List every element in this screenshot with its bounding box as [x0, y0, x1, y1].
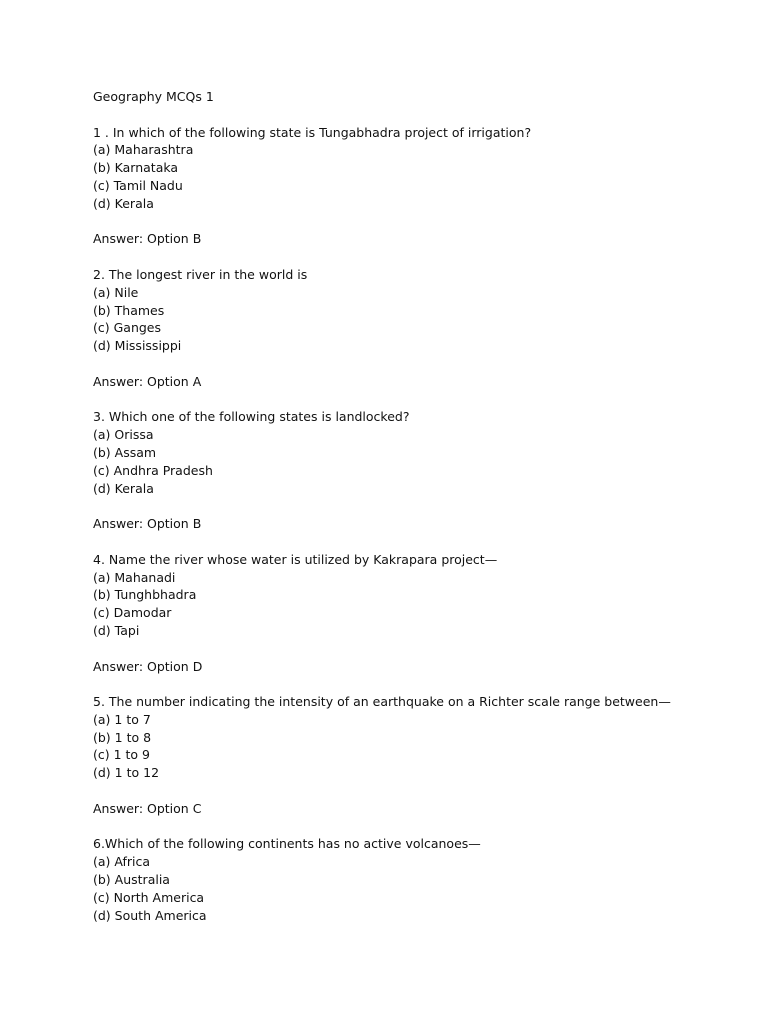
spacer [93, 248, 733, 266]
answer-option: (b) 1 to 8 [93, 729, 152, 745]
spacer [93, 355, 733, 373]
question-block [93, 551, 733, 693]
question-text: 4. Name the river whose water is utilized by Kakrapara project— [93, 551, 498, 567]
spacer [93, 782, 733, 800]
question-text: 2. The longest river in the world is [93, 266, 308, 282]
page-title: Geography MCQs 1 [93, 89, 214, 104]
answer-option: (b) Assam [93, 444, 157, 460]
question-block [93, 693, 733, 835]
spacer [93, 106, 733, 124]
answer-option: (a) Orissa [93, 427, 154, 443]
answer-option: (c) North America [93, 889, 205, 905]
spacer [93, 640, 733, 658]
question-text: 3. Which one of the following states is landlocked? [93, 409, 410, 425]
answer-key: Answer: Option D [93, 658, 203, 674]
answer-option: (a) 1 to 7 [93, 711, 151, 727]
answer-option: (c) Damodar [93, 605, 172, 621]
question-block [93, 124, 733, 266]
answer-option: (c) Ganges [93, 320, 162, 336]
answer-option: (c) Andhra Pradesh [93, 462, 213, 478]
spacer [93, 497, 733, 515]
answer-option: (d) Tapi [93, 622, 140, 638]
answer-option: (c) 1 to 9 [93, 747, 151, 763]
answer-option: (d) Kerala [93, 195, 154, 211]
spacer [93, 213, 733, 231]
answer-option: (b) Thames [93, 302, 165, 318]
document-content [93, 88, 733, 924]
spacer [93, 533, 733, 551]
answer-key: Answer: Option B [93, 516, 202, 532]
answer-option: (d) Mississippi [93, 338, 182, 354]
answer-key: Answer: Option B [93, 231, 202, 247]
question-text: 1 . In which of the following state is Tungabhadra project of irrigation? [93, 124, 532, 140]
answer-option: (a) Africa [93, 854, 151, 870]
answer-option: (a) Maharashtra [93, 142, 194, 158]
answer-option: (b) Australia [93, 872, 170, 888]
question-block [93, 835, 733, 924]
answer-option: (d) 1 to 12 [93, 765, 160, 781]
answer-option: (c) Tamil Nadu [93, 177, 183, 193]
spacer [93, 391, 733, 409]
answer-option: (a) Nile [93, 284, 139, 300]
question-text: 6.Which of the following continents has no active volcanoes— [93, 836, 481, 852]
spacer [93, 818, 733, 836]
answer-option: (b) Karnataka [93, 160, 179, 176]
question-block [93, 408, 733, 550]
answer-key: Answer: Option C [93, 800, 202, 816]
answer-key: Answer: Option A [93, 373, 202, 389]
answer-option: (b) Tunghbhadra [93, 587, 197, 603]
answer-option: (d) Kerala [93, 480, 154, 496]
spacer [93, 675, 733, 693]
answer-option: (a) Mahanadi [93, 569, 176, 585]
answer-option: (d) South America [93, 907, 207, 923]
question-text: 5. The number indicating the intensity of an earthquake on a Richter scale range between— [93, 694, 671, 710]
question-block [93, 266, 733, 408]
